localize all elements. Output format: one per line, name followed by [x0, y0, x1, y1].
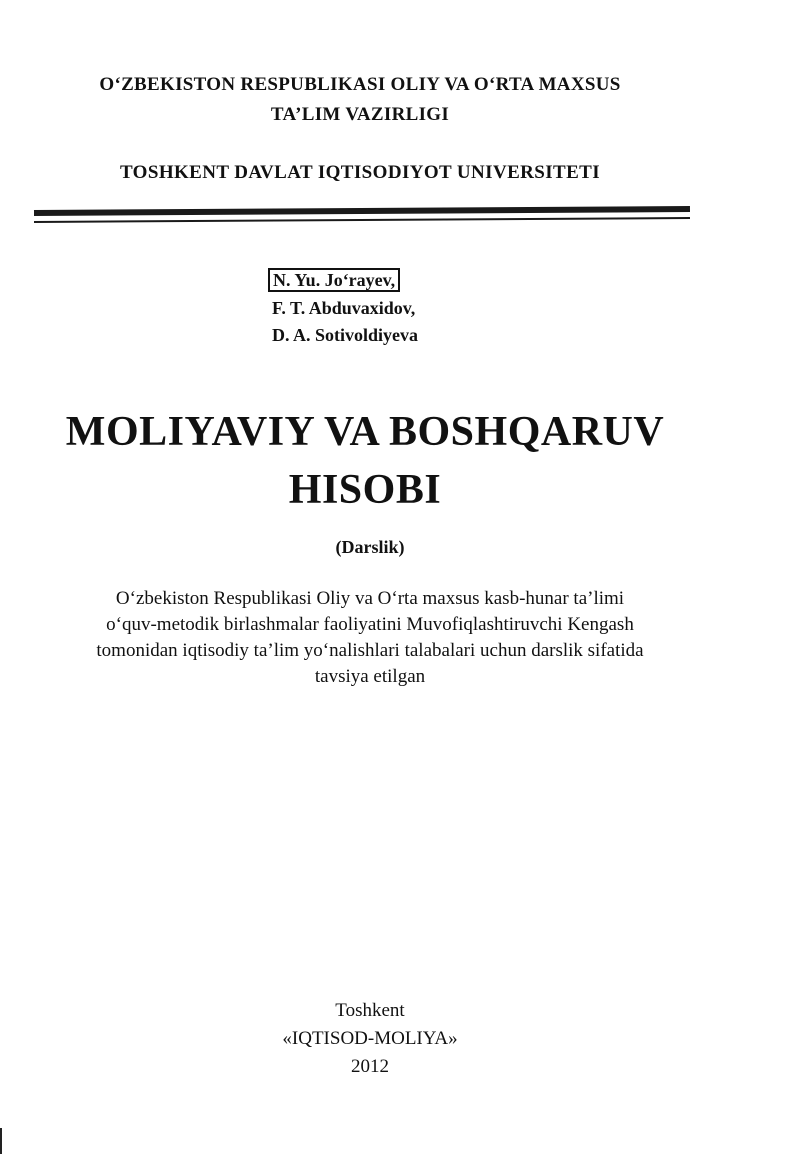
- recommendation-line-4: tavsiya etilgan: [314, 666, 426, 687]
- header-divider-thick: [34, 206, 690, 216]
- scan-edge-mark: [0, 1128, 2, 1154]
- imprint-city: Toshkent: [335, 1000, 405, 1021]
- imprint-publisher: «IQTISOD-MOLIYA»: [282, 1028, 458, 1049]
- recommendation-line-2: o‘quv-metodik birlashmalar faoliyatini Muvofiqlashtiruvchi Kengash: [106, 614, 634, 635]
- book-title-line-2: HISOBI: [288, 467, 442, 513]
- book-subtitle: (Darslik): [335, 537, 405, 557]
- imprint-year: 2012: [351, 1056, 389, 1077]
- book-title-line-1: MOLIYAVIY VA BOSHQARUV: [65, 409, 665, 455]
- recommendation-line-3: tomonidan iqtisodiy ta’lim yo‘nalishlari talabalari uchun darslik sifatida: [96, 640, 644, 661]
- header-divider-thin: [34, 217, 690, 223]
- university-name: TOSHKENT DAVLAT IQTISODIYOT UNIVERSITETI: [119, 162, 601, 183]
- author-3: D. A. Sotivoldiyeva: [272, 325, 419, 345]
- recommendation-line-1: O‘zbekiston Respublikasi Oliy va O‘rta maxsus kasb-hunar ta’limi: [115, 588, 625, 609]
- author-2: F. T. Abduvaxidov,: [272, 298, 416, 318]
- ministry-name-line-2: TA’LIM VAZIRLIGI: [270, 104, 450, 125]
- author-1: N. Yu. Jo‘rayev,: [268, 268, 400, 292]
- ministry-name-line-1: O‘ZBEKISTON RESPUBLIKASI OLIY VA O‘RTA MAXSUS: [99, 74, 621, 95]
